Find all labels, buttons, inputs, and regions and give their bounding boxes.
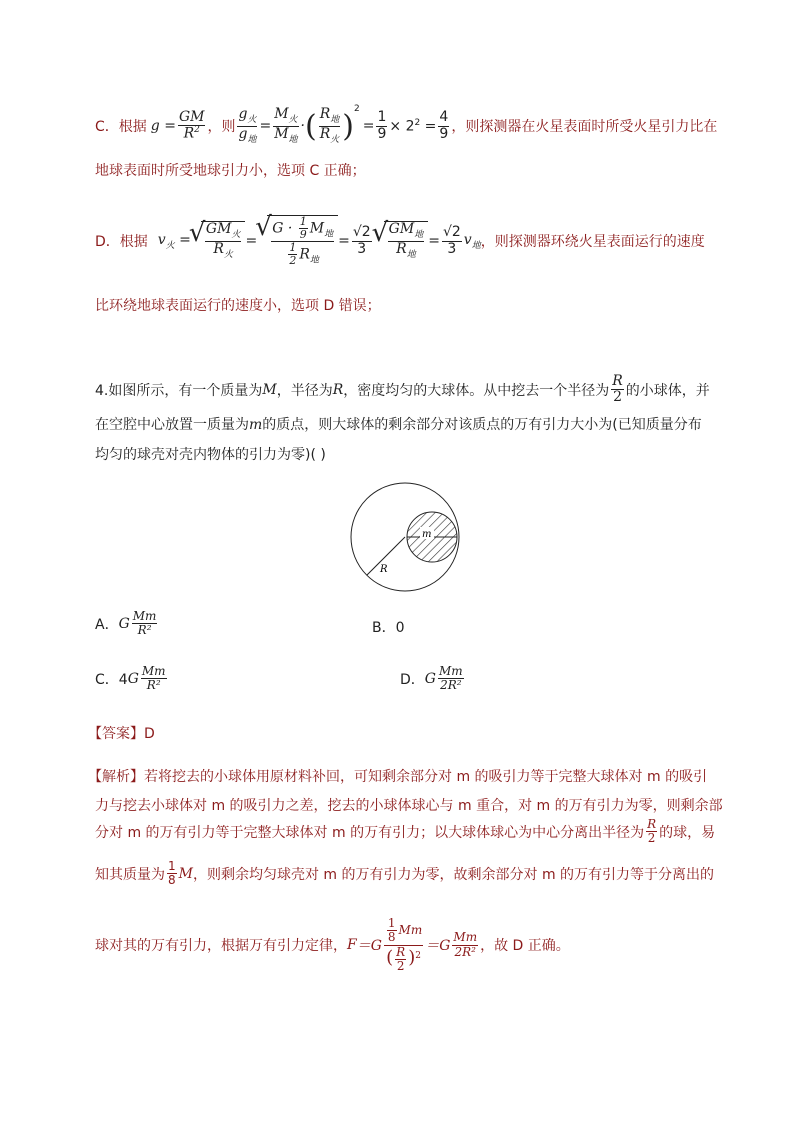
analysis-line-1: 【解析】若将挖去的小球体用原材料补回，可知剩余部分对 m 的吸引力等于完整大球体对 m 的吸引 xyxy=(88,769,708,785)
d-sqrt2-over-3-b: $\frac{√2}{3}$ xyxy=(442,224,461,257)
answer-line xyxy=(88,723,155,743)
analysis-line-5: 球对其的万有引力，根据万有引力定律， F ＝G $\frac{1}{8}$ Mm ( $\frac{R}{2}$ )$^2$ ＝G $\frac{Mm}{\text{2R²}}$ ，故 D 正确。 xyxy=(95,916,570,973)
analysis-line-2: 力与挖去小球体对 m 的吸引力之差，挖去的小球体球心与 m 重合，对 m 的万有引力为零，则剩余部 xyxy=(95,798,723,814)
answer-value: D xyxy=(144,726,155,742)
d-label: D．根据 xyxy=(95,234,148,250)
d-v-huo: $v_火$ = xyxy=(157,231,191,251)
half-r-frac: $\frac{R}{2}$ xyxy=(612,373,623,406)
d-text-1: ，则探测器环绕火星表面运行的速度 xyxy=(480,234,705,250)
c-g-ratio: $\frac{g_火}{g_地}$ xyxy=(238,105,257,145)
c-r2: $R^2$ xyxy=(183,125,200,142)
question-line-3: 均匀的球壳对壳内物体的引力为零)( ) xyxy=(95,447,326,463)
c-one-ninth: $\frac{1}{9}$ xyxy=(377,109,387,142)
c-formula-g: g = xyxy=(150,118,176,134)
sphere-figure xyxy=(340,480,470,610)
d-sqrt-2: √ G · $\frac{1}{9}$ $M_地$ $\frac{1}{2}$ $R_地$ xyxy=(267,215,338,267)
d-sqrt-1: √ $\frac{GM_火}{R_火}$ xyxy=(201,221,246,260)
c-then: ，则 xyxy=(207,119,236,135)
option-a[interactable]: A． G $\frac{Mm}{\text{R²}}$ xyxy=(95,609,157,638)
c-text-2: 地球表面时所受地球引力小，选项 C 正确； xyxy=(95,163,366,179)
d-sqrt-3: √ $\frac{GM_地}{R_地}$ xyxy=(384,221,429,260)
d-sqrt2-over-3: $\frac{√2}{3}$ xyxy=(352,224,371,257)
answer-label: 【答案】 xyxy=(88,726,144,742)
c-label: C．根据 xyxy=(95,119,147,135)
c-times: × $2^2$ = xyxy=(389,117,437,135)
c-formula-gm-frac: $\frac{GM}{R^2}$ xyxy=(178,108,205,142)
c-m-ratio: $\frac{M_火}{M_地}$ xyxy=(274,105,298,145)
question-line-2: 在空腔中心放置一质量为m的质点，则大球体的剩余部分对该质点的万有引力大小为(已知质量分布 xyxy=(95,417,702,433)
c-text-1: ，则探测器在火星表面时所受火星引力比在 xyxy=(451,119,718,135)
analysis-line-3: 分对 m 的万有引力等于完整大球体对 m 的万有引力；以大球体球心为中心分离出半径为 $\frac{R}{2}$ 的球，易 xyxy=(95,817,716,846)
question-line-1: 4.如图所示，有一个质量为 M ，半径为 R ，密度均匀的大球体。从中挖去一个半径为 $\frac{R}{2}$ 的小球体，并 xyxy=(95,373,710,406)
gravity-frac: $\frac{1}{8}$ Mm ( $\frac{R}{2}$ )$^2$ xyxy=(384,917,423,973)
d-text-2: 比环绕地球表面运行的速度小，选项 D 错误； xyxy=(95,298,381,314)
c-r-ratio: $\frac{R_地}{R_火}$ xyxy=(319,105,340,145)
c-four-ninths: $\frac{4}{9}$ xyxy=(439,109,449,142)
analysis-line-4: 知其质量为 $\frac{1}{8}$ M ，则剩余均匀球壳对 m 的万有引力为零，故剩余部分对 m 的万有引力等于分离出的 xyxy=(95,859,715,888)
option-b[interactable]: B．0 xyxy=(372,620,405,636)
option-d[interactable]: D． G $\frac{Mm}{\text{2R²}}$ xyxy=(400,664,463,693)
mass-label-m: m xyxy=(422,529,432,540)
solution-c-line: C．根据 g = $\frac{GM}{R^2}$ ，则 $\frac{g_火}{g_地}$ = $\frac{M_火}{M_地}$ · ( $\frac{R_地}{R_火}$ ) $^2$ = $\frac{1}{9}$ × $2^2$ = $\frac{4}{9}$ ，则探测器在火星表面时所受火星引力比在 xyxy=(95,104,718,145)
option-c[interactable]: C．4 G $\frac{Mm}{\text{R²}}$ xyxy=(95,664,166,693)
solution-d-line: D．根据 $v_火$ = √ $\frac{GM_火}{R_火}$ = √ G · $\frac{1}{9}$ $M_地$ $\frac{1}{2}$ $R_地$ = $\frac{√2}{3}$ √ $\frac{GM_地}{R_地}$ = $\frac{√2}{3}$ $v_地$ ，则探测器环绕火星表面运行的速度 xyxy=(95,205,705,277)
d-v-di: $v_地$ xyxy=(463,231,481,251)
radius-label-R: R xyxy=(380,564,388,575)
